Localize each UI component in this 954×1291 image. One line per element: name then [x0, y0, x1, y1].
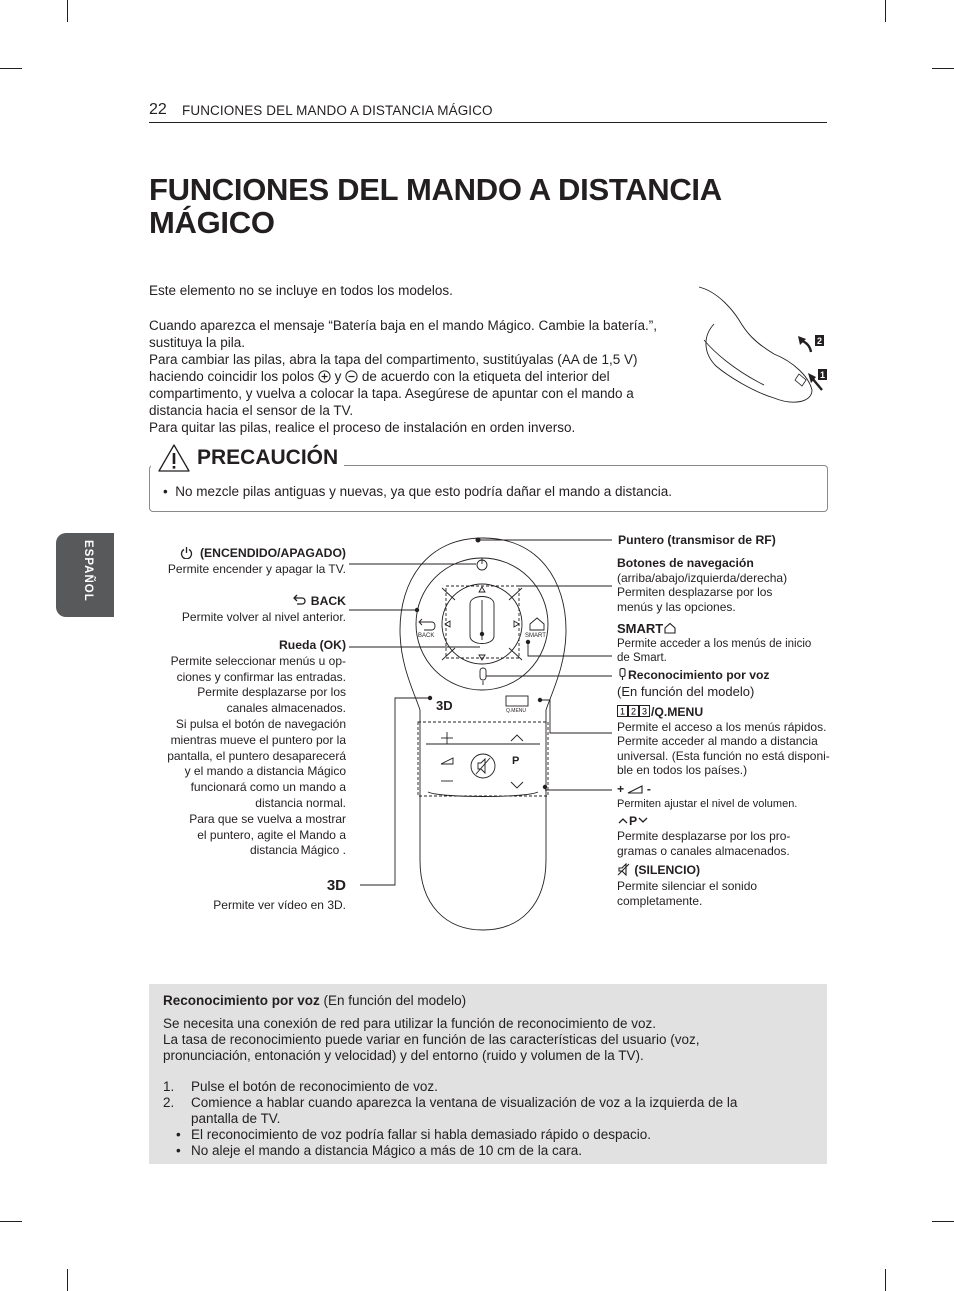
battery-step-2-label: 2 [816, 336, 823, 346]
p-desc [617, 829, 867, 859]
nav-desc [617, 571, 867, 615]
caution-text: No mezcle pilas antiguas y nuevas, ya que esto podría dañar el mando a distancia. [175, 484, 673, 499]
desc-line: de Smart. [617, 652, 667, 664]
chevron-down-icon [637, 816, 649, 825]
label-pointer [618, 533, 868, 549]
vol-plus: + [617, 782, 625, 796]
nav-title: Botones de navegación [617, 556, 754, 570]
crop-mark [885, 0, 886, 22]
header-rule [149, 122, 827, 123]
desc-line: mientras mueve el puntero por la [170, 732, 346, 747]
3d-icon: 3D [326, 877, 346, 894]
remote-p-label: P [512, 755, 520, 767]
pointer-title: Puntero (transmisor de RF) [618, 533, 776, 547]
label-wheel [148, 638, 346, 859]
page-number: 22 [149, 101, 167, 118]
voice-note-line: La tasa de reconocimiento puede variar en función de las características del usuario (voz, [163, 1032, 700, 1047]
intro-fragment: haciendo coincidir los polos [149, 369, 315, 384]
voice-note-title: Reconocimiento por voz [163, 993, 320, 1008]
crop-mark [885, 1269, 886, 1291]
intro-fragment: y [334, 369, 342, 384]
label-voice [617, 667, 867, 700]
crop-mark [932, 68, 954, 69]
desc-line: funcionará como un mando a [190, 780, 346, 795]
desc-line: Permite silenciar el sonido [617, 878, 758, 893]
battery-step-1-label: 1 [819, 370, 826, 380]
caution-title: PRECAUCIÓN [197, 446, 339, 469]
crop-mark [67, 1269, 68, 1291]
back-icon [292, 594, 307, 606]
home-icon [663, 622, 677, 634]
desc-line: distancia Mágico . [249, 843, 346, 858]
intro-line: Para quitar las pilas, realice el proceso de instalación en orden inverso. [149, 420, 576, 435]
bullet: • [163, 484, 168, 499]
power-title: (ENCENDIDO/APAGADO) [199, 546, 346, 560]
label-back [148, 594, 346, 626]
running-header: FUNCIONES DEL MANDO A DISTANCIA MÁGICO [182, 103, 493, 118]
vol-minus: - [646, 782, 651, 796]
voice-note [163, 993, 818, 1159]
qmenu-desc [617, 720, 857, 778]
voice-note-paragraph: Se necesita una conexión de red para utilizar la función de reconocimiento de voz. [163, 1016, 657, 1031]
intro-line: Para cambiar las pilas, abra la tapa del compartimento, sustitúyalas (AA de 1,5 V) [149, 352, 638, 367]
voice-bullet [163, 1143, 818, 1159]
label-qmenu [617, 705, 857, 778]
crop-mark [0, 68, 22, 69]
desc-line: gramas o canales almacenados. [617, 844, 790, 858]
bullet: • [176, 1127, 181, 1142]
step-text: Pulse el botón de reconocimiento de voz. [191, 1079, 438, 1094]
voice-note-title-suffix: (En función del modelo) [323, 993, 467, 1008]
desc-line: ciones y confirmar las entradas. [176, 669, 346, 684]
caution-header [151, 440, 344, 476]
mute-title: (SILENCIO) [634, 863, 701, 877]
number-keys-icon [617, 705, 651, 717]
label-volume [617, 782, 867, 812]
desc-line: Para que se vuelva a mostrar [189, 811, 346, 826]
label-3d [148, 878, 346, 914]
back-title: BACK [310, 594, 346, 608]
vol-desc: Permiten ajustar el nivel de volumen. [617, 798, 798, 810]
desc-line: distancia normal. [255, 795, 346, 810]
desc-line: Permite desplazarse por los [197, 685, 346, 700]
desc-line: universal. (Esta función no está disponi- [617, 748, 830, 763]
remote-back-label: BACK [418, 633, 435, 639]
p-title: P [629, 814, 638, 828]
desc-line: completamente. [617, 894, 703, 908]
voice-title: Reconocimiento por voz [628, 668, 770, 682]
step-number: 2. [163, 1095, 175, 1110]
desc-line: Permite acceder al mando a distancia [617, 734, 818, 749]
intro-paragraph: Este elemento no se incluye en todos los modelos. [149, 283, 453, 298]
wheel-title: Rueda (OK) [278, 638, 346, 652]
battery-cover-illustration [694, 282, 834, 412]
desc-line: y el mando a distancia Mágico [184, 764, 346, 779]
remote-3d-label: 3D [436, 698, 453, 713]
intro-line: distancia hacia el sensor de la TV. [149, 403, 354, 418]
label-smart [617, 622, 867, 666]
intro-line: sustituya la pila. [149, 335, 246, 350]
mute-icon [617, 863, 631, 876]
caution-item [163, 484, 672, 499]
intro-fragment: de acuerdo con la etiqueta del interior del [361, 369, 610, 384]
minus-pole-icon [345, 370, 358, 383]
qmenu-title: /Q.MENU [651, 705, 704, 719]
voice-note-line: pronunciación, entonación y velocidad) y del entorno (ruido y volumen de la TV). [163, 1048, 644, 1063]
back-desc: Permite volver al nivel anterior. [181, 609, 346, 624]
chevron-up-icon [617, 816, 629, 825]
voice-step-1 [163, 1079, 818, 1095]
smart-title: SMART [617, 621, 664, 636]
svg-text:1: 1 [620, 706, 626, 717]
intro-text [149, 282, 699, 436]
remote-qmenu-label: Q.MENU [506, 708, 526, 714]
step-number: 1. [163, 1079, 175, 1094]
voice-bullet [163, 1127, 818, 1143]
svg-text:2: 2 [631, 706, 637, 717]
crop-mark [67, 0, 68, 22]
power-icon [180, 546, 193, 559]
bullet: • [176, 1143, 181, 1158]
label-power [148, 546, 346, 578]
desc-line: Si pulsa el botón de navegación [175, 716, 346, 731]
desc-line: canales almacenados. [226, 701, 346, 716]
desc-line: Permite desplazarse por los pro- [617, 829, 791, 843]
desc-line: Permite seleccionar menús u op- [170, 653, 346, 668]
label-navigation [617, 556, 867, 615]
crop-mark [932, 1221, 954, 1222]
svg-text:3: 3 [642, 706, 648, 717]
desc-line: Permite acceder a los menús de inicio [617, 637, 812, 650]
label-program [617, 814, 867, 859]
language-tab-label: ESPAÑOL [82, 540, 94, 602]
desc-line: el puntero, agite el Mando a [197, 827, 346, 842]
desc-line: Permiten desplazarse por los [617, 585, 773, 600]
smart-desc [617, 637, 867, 666]
mute-desc [617, 879, 867, 910]
voice-sub: (En función del modelo) [617, 683, 755, 699]
intro-line: Cuando aparezca el mensaje “Batería baja en el mando Mágico. Cambie la batería.”, [149, 318, 658, 333]
step-text-continued: pantalla de TV. [191, 1111, 281, 1126]
crop-mark [0, 1221, 22, 1222]
3d-desc: Permite ver vídeo en 3D. [213, 898, 346, 912]
page-title-line-1: FUNCIONES DEL MANDO A DISTANCIA [149, 172, 722, 207]
bullet-text: El reconocimiento de voz podría fallar si habla demasiado rápido o despacio. [191, 1127, 652, 1142]
microphone-icon [617, 668, 628, 681]
desc-line: menús y las opciones. [617, 600, 736, 615]
bullet-text: No aleje el mando a distancia Mágico a más de 10 cm de la cara. [191, 1143, 582, 1158]
page-title [149, 173, 829, 239]
power-desc: Permite encender y apagar la TV. [167, 561, 346, 576]
desc-line: (arriba/abajo/izquierda/derecha) [617, 570, 788, 585]
remote-smart-label: SMART [525, 633, 546, 639]
voice-step-2 [163, 1095, 818, 1111]
label-mute [617, 863, 867, 910]
desc-line: ble en todos los países.) [617, 763, 748, 778]
wheel-desc [148, 654, 346, 859]
intro-line: compartimento, y vuelva a colocar la tapa. Asegúrese de apuntar con el mando a [149, 386, 634, 401]
volume-icon [627, 784, 643, 794]
plus-pole-icon [318, 370, 331, 383]
warning-triangle-icon [157, 443, 191, 473]
desc-line: Permite el acceso a los menús rápidos. [617, 719, 827, 734]
desc-line: pantalla, el puntero desaparecerá [167, 748, 346, 763]
intro-line [149, 368, 699, 385]
step-text: Comience a hablar cuando aparezca la ventana de visualización de voz a la izquierda de la [191, 1095, 738, 1110]
page-title-line-2: MÁGICO [149, 205, 275, 240]
